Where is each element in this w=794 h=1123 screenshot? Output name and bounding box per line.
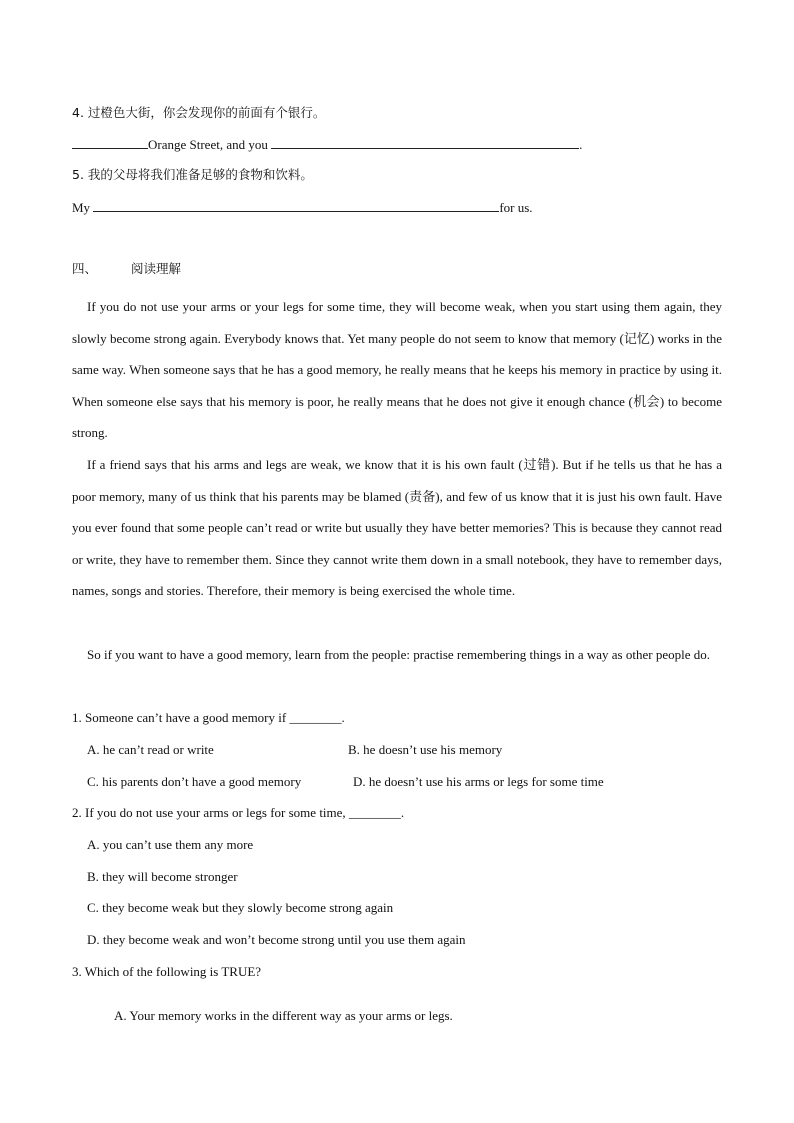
question-2-option-a[interactable]: A. you can’t use them any more [87, 837, 254, 852]
passage-paragraph-3-text: So if you want to have a good memory, learn from the people: practise remembering things in a way as other people do. [87, 647, 710, 662]
q5-prompt: 5. 我的父母将我们准备足够的食物和饮料。 [72, 167, 313, 182]
q5-answer-line [72, 198, 533, 217]
q4-answer-middle: Orange Street, and you [148, 137, 268, 152]
section-heading [72, 260, 181, 278]
q5-answer-start: My [72, 200, 91, 215]
q4-prompt: 4. 过橙色大街，你会发现你的前面有个银行。 [72, 105, 326, 120]
question-2-option-c[interactable]: C. they become weak but they slowly become strong again [87, 900, 394, 915]
section-title: 阅读理解 [130, 261, 181, 276]
question-1-stem: 1. Someone can’t have a good memory if ________. [72, 710, 345, 725]
passage-paragraph-1 [72, 291, 722, 449]
question-2-option-d[interactable]: D. they become weak and won’t become strong until you use them again [87, 932, 466, 947]
question-1-option-b[interactable]: B. he doesn’t use his memory [348, 742, 503, 757]
q4-blank-1[interactable] [72, 135, 148, 149]
q5-answer-end: for us. [499, 200, 533, 215]
q4-answer-line [72, 135, 582, 154]
question-2-option-b[interactable]: B. they will become stronger [87, 869, 238, 884]
question-1-option-a[interactable]: A. he can’t read or write [87, 742, 214, 757]
question-3-stem: 3. Which of the following is TRUE? [72, 964, 262, 979]
q5-blank[interactable] [93, 198, 499, 212]
passage-paragraph-2 [72, 449, 722, 607]
passage-paragraph-3 [72, 639, 722, 671]
passage-paragraph-2-text: If a friend says that his arms and legs are weak, we know that it is his own fault (过错). But if he tells us that he has a poor memory, many of us think that his parents may be blamed (责备), and few of us know that it is just his own fault. Have you ever found that some people can’t read or write but usually they have better memories? This is because they cannot read or write, they have to remember them. Since they cannot write them down in a small notebook, they have to remember days, names, songs and stories. Therefore, their memory is being exercised the whole time. [72, 457, 722, 599]
question-2-stem: 2. If you do not use your arms or legs for some time, ________. [72, 805, 405, 820]
section-number: 四、 [72, 261, 98, 276]
question-1-option-c[interactable]: C. his parents don’t have a good memory [87, 774, 302, 789]
passage-paragraph-1-text: If you do not use your arms or your legs for some time, they will become weak, when you start using them again, they slowly become strong again. Everybody knows that. Yet many people do not seem to know that memory (记忆) works in the same way. When someone says that he has a good memory, he really means that he keeps his memory in practice by using it. When someone else says that his memory is poor, he really means that he does not give it enough chance (机会) to become strong. [72, 299, 722, 441]
q4-blank-2[interactable] [271, 135, 579, 149]
q4-answer-end: . [579, 137, 583, 152]
question-1-option-d[interactable]: D. he doesn’t use his arms or legs for some time [353, 774, 604, 789]
question-3-option-a[interactable]: A. Your memory works in the different way as your arms or legs. [114, 1008, 453, 1023]
